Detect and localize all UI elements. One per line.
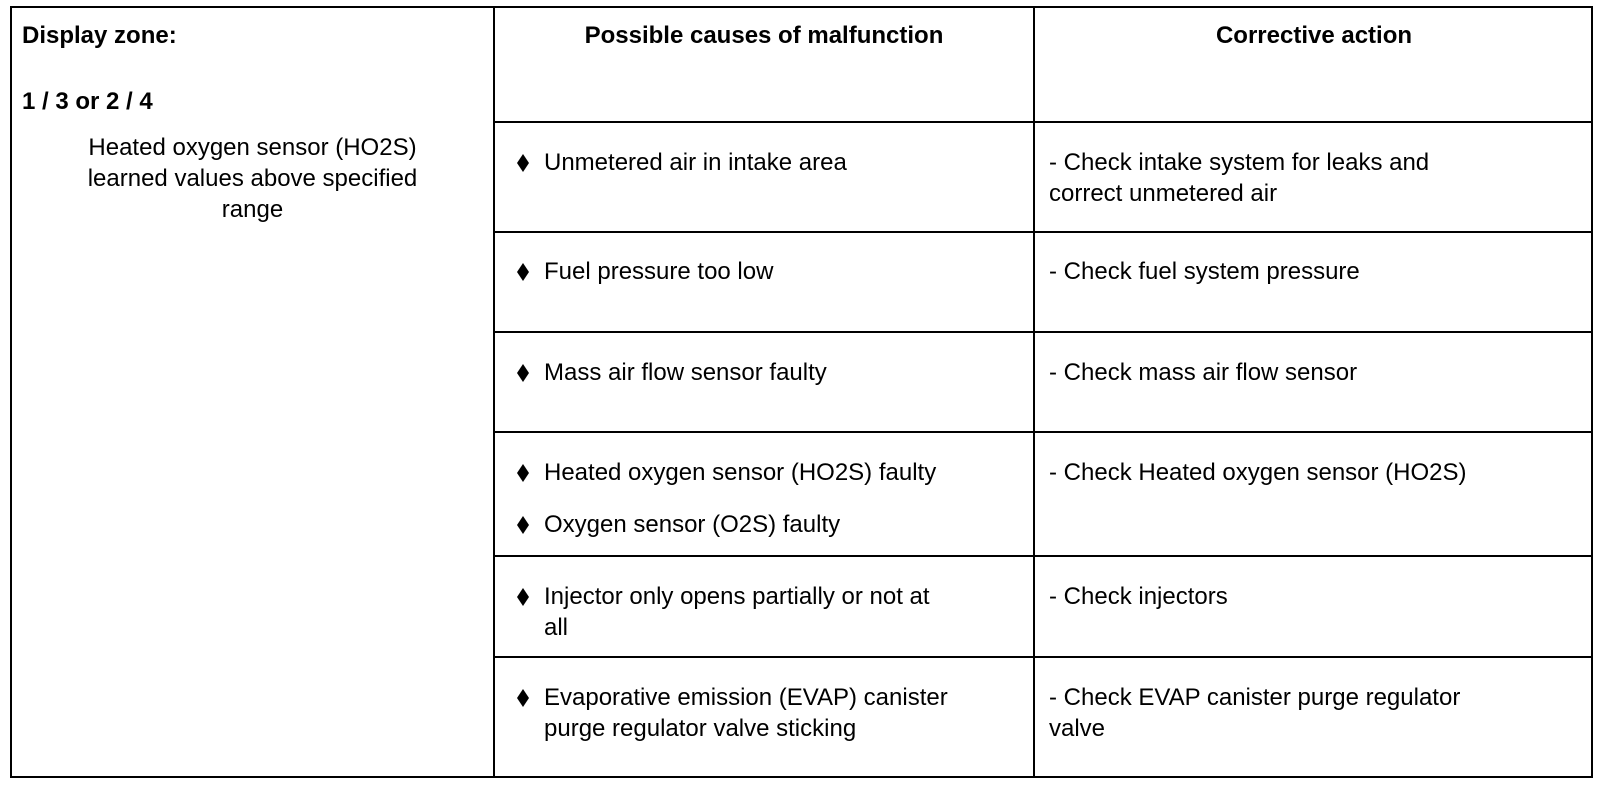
cause-line: purge regulator valve sticking: [544, 715, 857, 742]
cause-line: all: [544, 614, 569, 641]
action-text: - Check Heated oxygen sensor (HO2S): [1049, 459, 1467, 486]
diagnostic-table: [10, 6, 1593, 778]
zone-description: [12, 132, 493, 225]
cause-line: Injector only opens partially or not at: [544, 583, 930, 610]
column-divider: [493, 8, 495, 776]
row-divider: [493, 121, 1593, 123]
action-text: - Check mass air flow sensor: [1049, 359, 1358, 386]
cause-text: Unmetered air in intake area: [544, 149, 847, 176]
zone-value: 1 / 3 or 2 / 4: [22, 88, 153, 115]
action-line: - Check intake system for leaks and: [1049, 149, 1430, 176]
diamond-bullet-icon: [517, 516, 529, 534]
cause-text: Fuel pressure too low: [544, 258, 774, 285]
diamond-bullet-icon: [517, 689, 529, 707]
diamond-bullet-icon: [517, 464, 529, 482]
diamond-bullet-icon: [517, 588, 529, 606]
cause-text: Heated oxygen sensor (HO2S) faulty: [544, 459, 937, 486]
row-divider: [493, 431, 1593, 433]
row-divider: [493, 555, 1593, 557]
action-text: [1049, 147, 1429, 209]
diamond-bullet-icon: [517, 263, 529, 281]
zone-description-line: range: [221, 196, 284, 223]
cause-text: [544, 581, 930, 643]
row-divider: [493, 656, 1593, 658]
action-line: - Check EVAP canister purge regulator: [1049, 684, 1461, 711]
action-text: [1049, 682, 1460, 744]
cause-text: Mass air flow sensor faulty: [544, 359, 827, 386]
action-text: - Check fuel system pressure: [1049, 258, 1360, 285]
cause-line: Evaporative emission (EVAP) canister: [544, 684, 948, 711]
action-column-header: Corrective action: [1215, 22, 1413, 49]
row-divider: [493, 331, 1593, 333]
action-text: - Check injectors: [1049, 583, 1228, 610]
cause-text: Oxygen sensor (O2S) faulty: [544, 511, 841, 538]
zone-description-line: Heated oxygen sensor (HO2S): [88, 134, 417, 161]
causes-column-header: Possible causes of malfunction: [584, 22, 944, 49]
row-divider: [493, 231, 1593, 233]
display-zone-label: Display zone:: [22, 22, 177, 49]
action-line: valve: [1049, 715, 1106, 742]
zone-description-line: learned values above specified: [87, 165, 418, 192]
column-divider: [1033, 8, 1035, 776]
diamond-bullet-icon: [517, 154, 529, 172]
cause-text: [544, 682, 948, 744]
action-line: correct unmetered air: [1049, 180, 1278, 207]
diamond-bullet-icon: [517, 364, 529, 382]
